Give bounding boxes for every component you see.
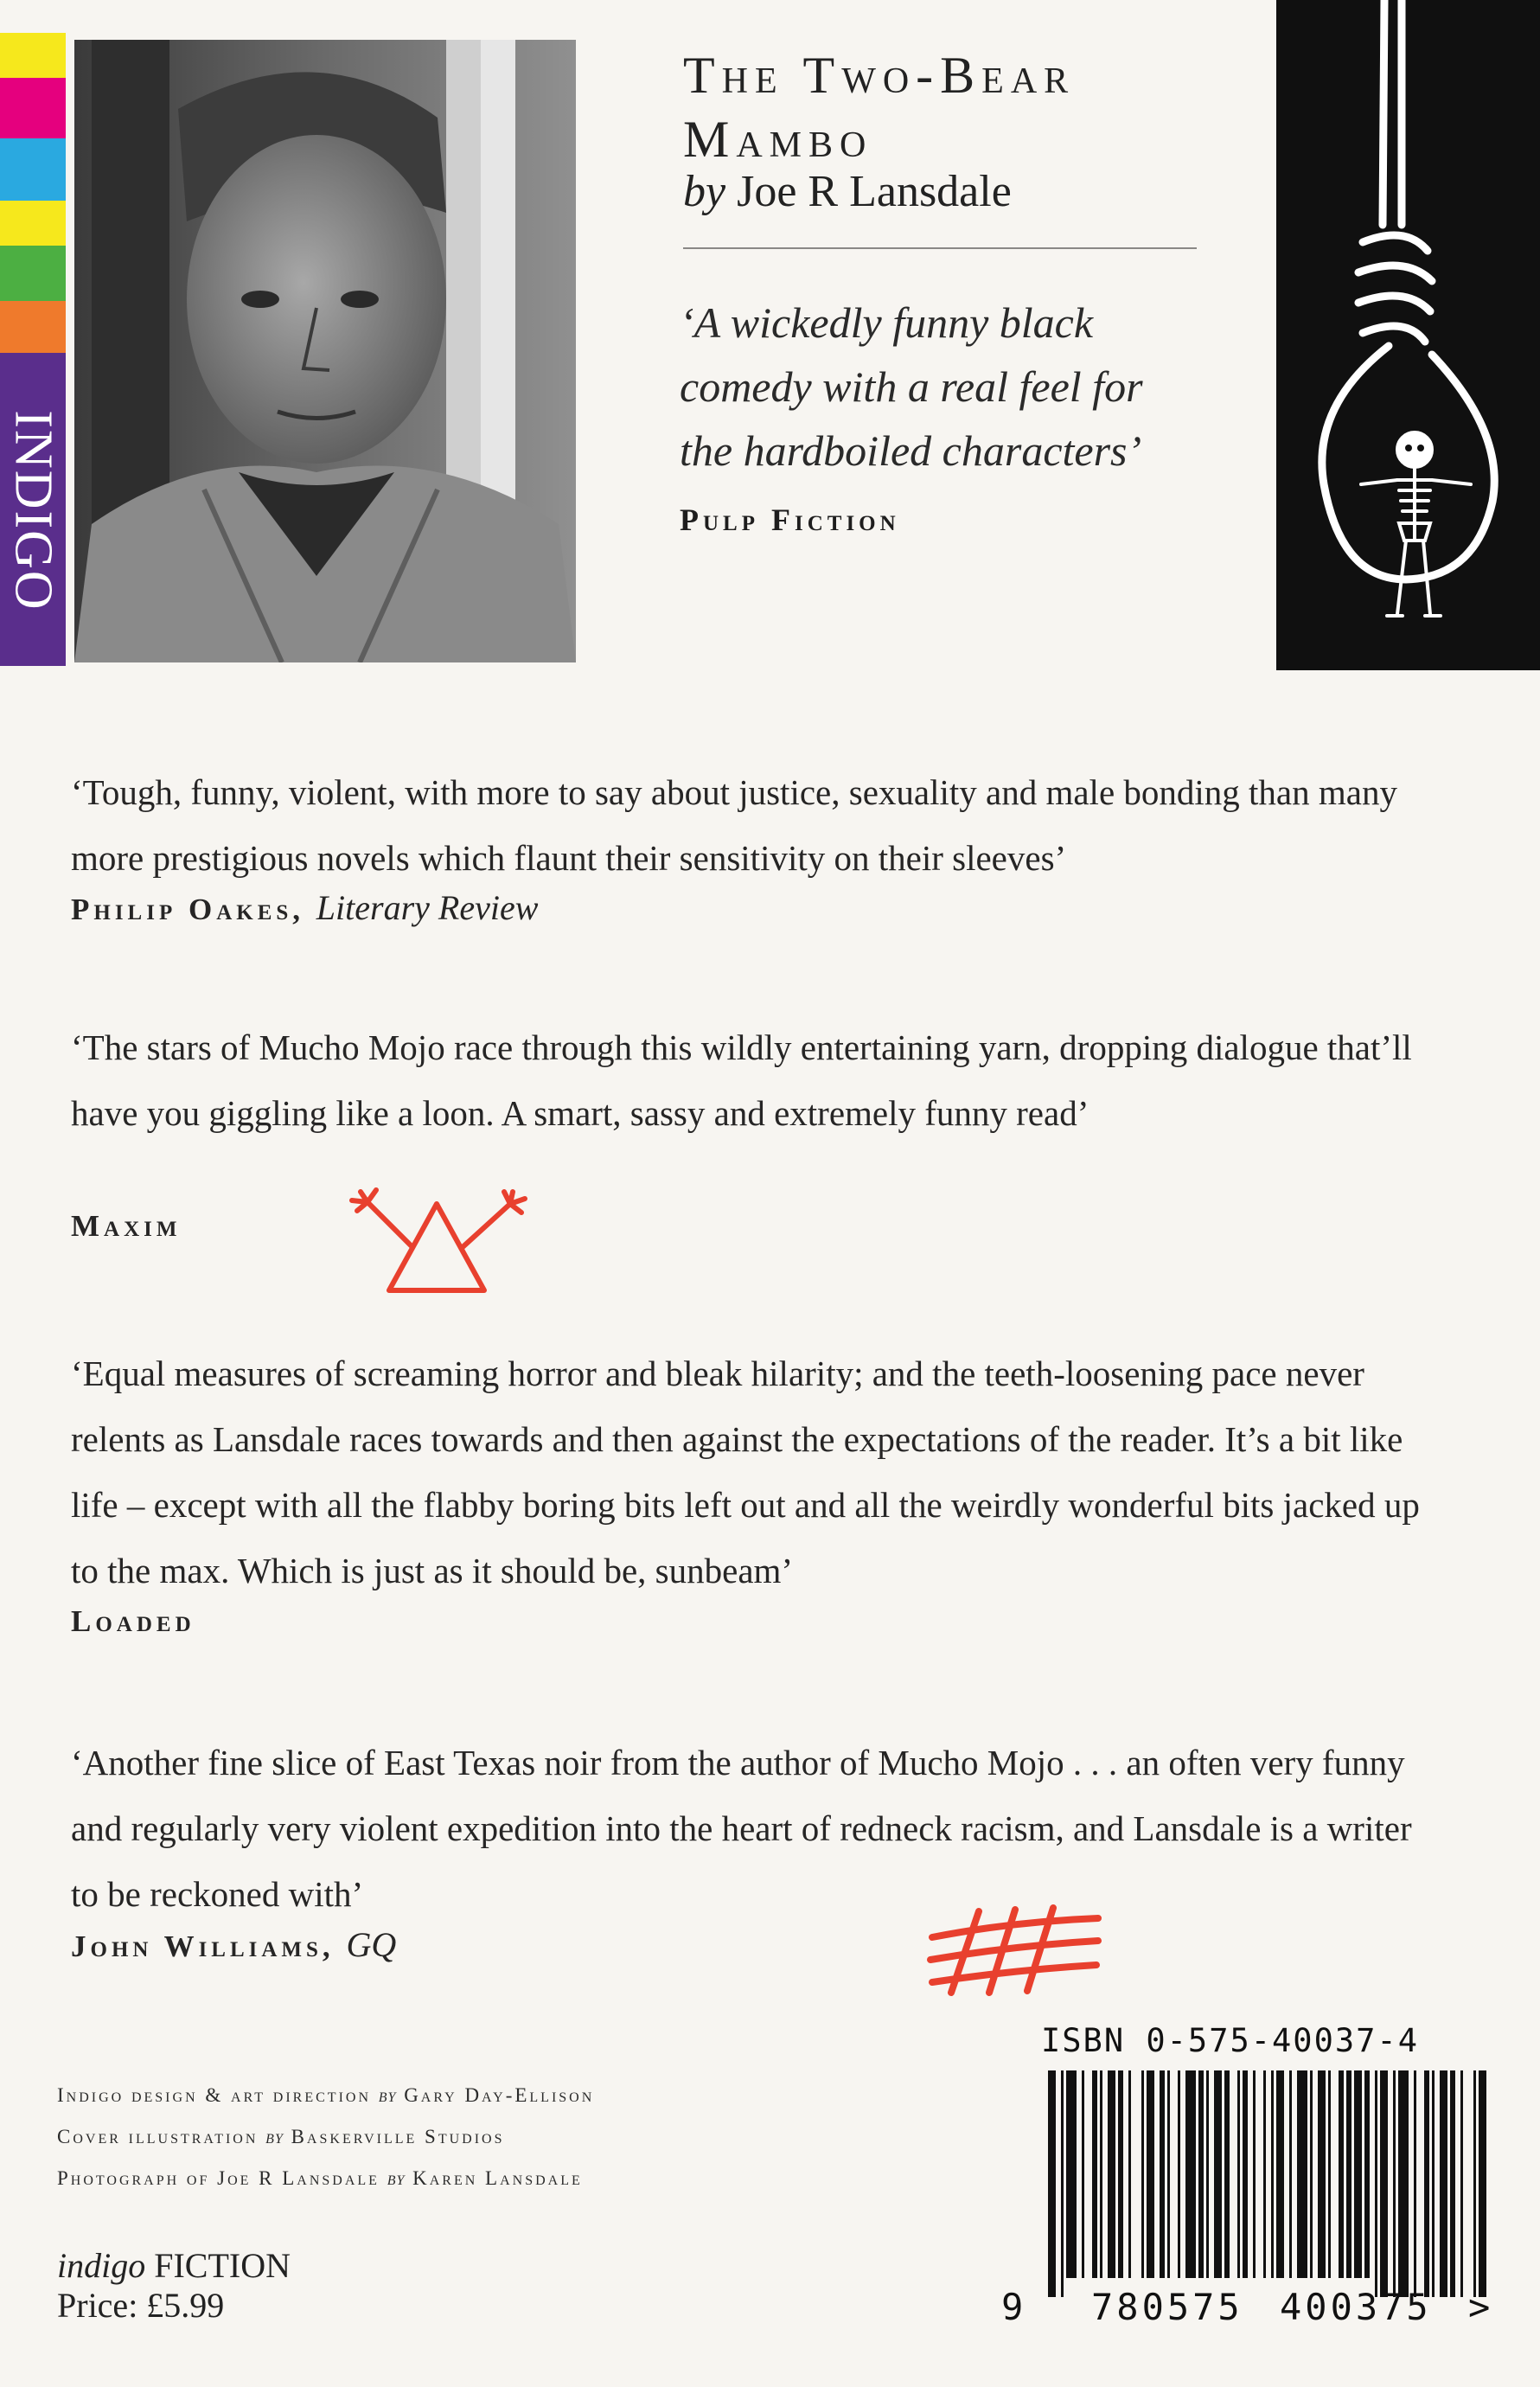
barcode-bar <box>1185 2070 1196 2278</box>
review-source-4-name: John Williams, <box>71 1929 335 1963</box>
barcode-bar <box>1141 2070 1144 2278</box>
stripe-cyan <box>0 138 66 201</box>
barcode-arrow: > <box>1468 2286 1491 2328</box>
review-source-1-name: Philip Oakes, <box>71 893 305 926</box>
review-source-4-publication: GQ <box>346 1925 397 1964</box>
stripe-orange <box>0 301 66 353</box>
barcode-bar <box>1224 2070 1230 2278</box>
credit-illustration-by: by <box>265 2126 284 2147</box>
barcode-bar <box>1375 2070 1377 2297</box>
review-source-2-name: Maxim <box>71 1209 182 1243</box>
barcode-bar <box>1346 2070 1351 2278</box>
price: Price: £5.99 <box>57 2286 225 2325</box>
credit-photograph <box>57 2167 583 2190</box>
isbn-number: ISBN 0-575-40037-4 <box>1041 2022 1419 2059</box>
review-source-3-name: Loaded <box>71 1604 195 1638</box>
credit-photograph-name: Karen Lansdale <box>412 2167 583 2189</box>
barcode-bar <box>1432 2070 1435 2297</box>
barcode-bar <box>1398 2070 1409 2297</box>
barcode-bar <box>1118 2070 1123 2278</box>
credit-photograph-by: by <box>387 2167 406 2189</box>
barcode-bar <box>1354 2070 1362 2278</box>
barcode-bar <box>1276 2070 1284 2278</box>
indigo-vertical-logo <box>0 381 66 640</box>
noose-illustration <box>1276 0 1540 670</box>
author-byline <box>683 166 1012 217</box>
barcode-bar <box>1328 2070 1331 2278</box>
barcode-bar <box>1243 2070 1248 2278</box>
barcode-bar <box>1440 2070 1447 2297</box>
imprint-label <box>57 2245 291 2286</box>
credit-illustration-name: Baskerville Studios <box>291 2126 505 2147</box>
title-line-1: The Two-Bear <box>683 47 1076 104</box>
barcode-bar <box>1460 2070 1463 2297</box>
stripe-yellow-2 <box>0 201 66 246</box>
barcode-left-digits: 780575 <box>1091 2286 1243 2328</box>
barcode-bar <box>1147 2070 1154 2278</box>
barcode-bar <box>1253 2070 1256 2278</box>
triangle-doodle-icon <box>342 1185 536 1306</box>
byline-prefix: by <box>683 167 726 216</box>
barcode-bar <box>1339 2070 1344 2278</box>
barcode-bar <box>1048 2070 1056 2297</box>
barcode-bar <box>1364 2070 1370 2278</box>
barcode-bar <box>1473 2070 1476 2297</box>
barcode-bar <box>1263 2070 1266 2278</box>
barcode-bar <box>1271 2070 1274 2278</box>
barcode-bar <box>1479 2070 1486 2297</box>
barcode-bar <box>1160 2070 1165 2278</box>
author-name: Joe R Lansdale <box>737 167 1012 216</box>
barcode-bar <box>1393 2070 1396 2297</box>
barcode-bar <box>1092 2070 1097 2278</box>
credit-photograph-role: Photograph of Joe R Lansdale <box>57 2167 380 2189</box>
credit-design <box>57 2084 594 2107</box>
stripe-yellow <box>0 33 66 78</box>
review-quote-1: ‘Tough, funny, violent, with more to say about justice, sexuality and male bonding than many more prestigious novels which flaunt their sensitivity on their sleeves’ <box>71 772 1397 878</box>
barcode-bar <box>1380 2070 1388 2297</box>
credit-design-by: by <box>378 2084 397 2106</box>
barcode-bar <box>1318 2070 1326 2278</box>
barcode-bar <box>1450 2070 1455 2297</box>
barcode-lead-digit: 9 <box>1001 2286 1024 2328</box>
book-title <box>683 43 1202 171</box>
indigo-vertical-text: INDIGO <box>3 409 63 611</box>
barcode-bar <box>1310 2070 1313 2278</box>
barcode-bar <box>1424 2070 1429 2297</box>
review-quote-2: ‘The stars of Mucho Mojo race through this wildly entertaining yarn, dropping dialogue that’ll have you giggling like a loon. A smart, sassy and extremely funny read’ <box>71 1027 1412 1133</box>
review-source-3 <box>71 1604 195 1639</box>
barcode-bar <box>1297 2070 1307 2278</box>
barcode-bar <box>1128 2070 1131 2278</box>
imprint-brand: indigo <box>57 2246 146 2285</box>
barcode-bar <box>1082 2070 1084 2278</box>
review-quote-4: ‘Another fine slice of East Texas noir from the author of Mucho Mojo . . . an often very funny and regularly very violent expedition into the heart of redneck racism, and Lansdale is a writer to be reckoned with’ <box>71 1743 1412 1914</box>
stripe-magenta <box>0 78 66 138</box>
barcode-bar <box>1237 2070 1240 2278</box>
feature-quote-source: Pulp Fiction <box>680 502 900 537</box>
barcode-bar <box>1198 2070 1204 2278</box>
barcode-bar <box>1206 2070 1209 2278</box>
barcode-bar <box>1414 2070 1416 2297</box>
review-source-4 <box>71 1924 396 1965</box>
credit-illustration-role: Cover illustration <box>57 2126 259 2147</box>
stripe-green <box>0 246 66 301</box>
credit-illustration <box>57 2126 505 2148</box>
title-divider <box>683 247 1197 249</box>
hash-doodle-icon <box>925 1903 1107 1998</box>
title-line-2: Mambo <box>683 111 873 168</box>
barcode-bar <box>1167 2070 1170 2278</box>
review-quote-3: ‘Equal measures of screaming horror and bleak hilarity; and the teeth-loosening pace never relents as Lansdale races towards and then against the expectations of the reader. It’s a bit like life – except with all the flabby boring bits left out and all the weirdly wonderful bits jacked up to the max. Which is just as it should be, sunbeam’ <box>71 1353 1420 1590</box>
barcode-bar <box>1066 2070 1077 2278</box>
barcode-bar <box>1289 2070 1292 2278</box>
feature-quote: ‘A wickedly funny black comedy with a real feel for the hardboiled characters’ <box>680 298 1143 475</box>
credit-design-name: Gary Day-Ellison <box>404 2084 595 2106</box>
barcode-bar <box>1178 2070 1180 2278</box>
barcode-bar <box>1214 2070 1222 2278</box>
barcode-bar <box>1108 2070 1115 2278</box>
review-source-1 <box>71 887 538 928</box>
barcode-bar <box>1100 2070 1102 2278</box>
author-photo <box>74 40 576 662</box>
barcode-right-digits: 400375 <box>1280 2286 1432 2328</box>
barcode-bar <box>1061 2070 1064 2297</box>
credit-design-role: Indigo design & art direction <box>57 2084 372 2106</box>
barcode <box>994 2070 1496 2339</box>
review-source-2 <box>71 1209 181 1244</box>
review-source-1-publication: Literary Review <box>316 888 539 927</box>
imprint-fiction: FICTION <box>154 2246 291 2285</box>
